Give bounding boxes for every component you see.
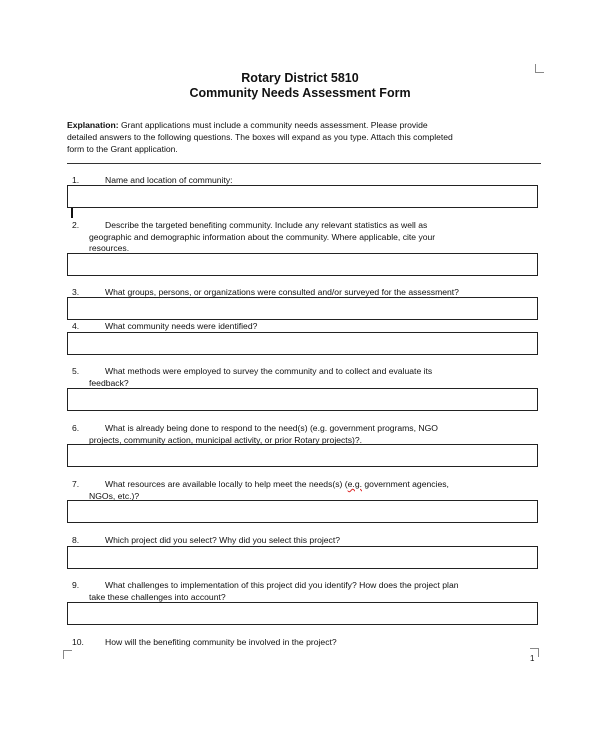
answer-box-5[interactable] (67, 388, 538, 411)
question-number: 8. (72, 535, 80, 545)
document-subtitle: Community Needs Assessment Form (189, 86, 411, 100)
text-cursor (71, 208, 73, 218)
page-number: 1 (530, 654, 535, 663)
question-text: How will the benefiting community be involved in the project? (105, 637, 337, 647)
question-number: 5. (72, 366, 80, 376)
question-text-cont: feedback? (89, 377, 129, 388)
question-9 (72, 580, 534, 603)
question-number: 4. (72, 321, 80, 331)
question-number: 7. (72, 479, 80, 489)
question-4 (72, 321, 534, 333)
question-7 (72, 479, 534, 502)
question-2 (72, 220, 534, 255)
question-text: What is already being done to respond to the need(s) (e.g. government programs, NGO (105, 423, 438, 433)
question-text: What community needs were identified? (105, 321, 258, 331)
question-8 (72, 535, 534, 547)
crop-mark-bottom-left (63, 650, 72, 659)
question-10 (72, 637, 534, 649)
question-6 (72, 423, 534, 446)
question-text: Which project did you select? Why did you select this project? (105, 535, 341, 545)
question-text-flagged: NGOs (89, 490, 113, 501)
explanation-paragraph (67, 119, 535, 155)
explanation-label: Explanation: (67, 120, 119, 130)
question-text: What groups, persons, or organizations were consulted and/or surveyed for the assessment? (105, 287, 459, 297)
question-number: 6. (72, 423, 80, 433)
answer-box-2[interactable] (67, 253, 538, 276)
explanation-text-3: form to the Grant application. (67, 144, 178, 154)
question-text-flagged: e.g. (347, 479, 362, 489)
answer-box-3[interactable] (67, 297, 538, 320)
question-text: What resources are available locally to help meet the needs(s) ( (105, 479, 348, 489)
question-text: What methods were employed to survey the community and to collect and evaluate its (105, 366, 433, 376)
answer-box-8[interactable] (67, 546, 538, 569)
divider (67, 163, 541, 164)
question-text: Describe the targeted benefiting community. Include any relevant statistics as well as (105, 220, 428, 230)
question-number: 9. (72, 580, 80, 590)
question-text: government agencies, (362, 479, 449, 489)
question-number: 1. (72, 175, 80, 185)
answer-box-1[interactable] (67, 185, 538, 208)
question-number: 2. (72, 220, 80, 230)
question-number: 3. (72, 287, 80, 297)
document-title: Rotary District 5810 (241, 71, 359, 85)
answer-box-4[interactable] (67, 332, 538, 355)
answer-box-7[interactable] (67, 500, 538, 523)
answer-box-9[interactable] (67, 602, 538, 625)
question-number: 10. (72, 637, 84, 647)
question-text-cont: projects, community action, municipal activity, or prior Rotary projects)?. (89, 434, 363, 445)
answer-box-6[interactable] (67, 444, 538, 467)
question-5 (72, 366, 534, 389)
question-text-cont: take these challenges into account? (89, 591, 226, 602)
question-text: Name and location of community: (105, 175, 233, 185)
question-text: What challenges to implementation of this project did you identify? How does the project plan (105, 580, 459, 590)
question-text: , etc.)? (112, 490, 140, 501)
explanation-text-1: Grant applications must include a community needs assessment. Please provide (120, 120, 428, 130)
question-text-cont: geographic and demographic information about the community. Where applicable, cite your (89, 231, 436, 242)
explanation-text-2: detailed answers to the following questions. The boxes will expand as you type. Attach this completed (67, 132, 453, 142)
question-text-cont: resources. (89, 243, 130, 253)
